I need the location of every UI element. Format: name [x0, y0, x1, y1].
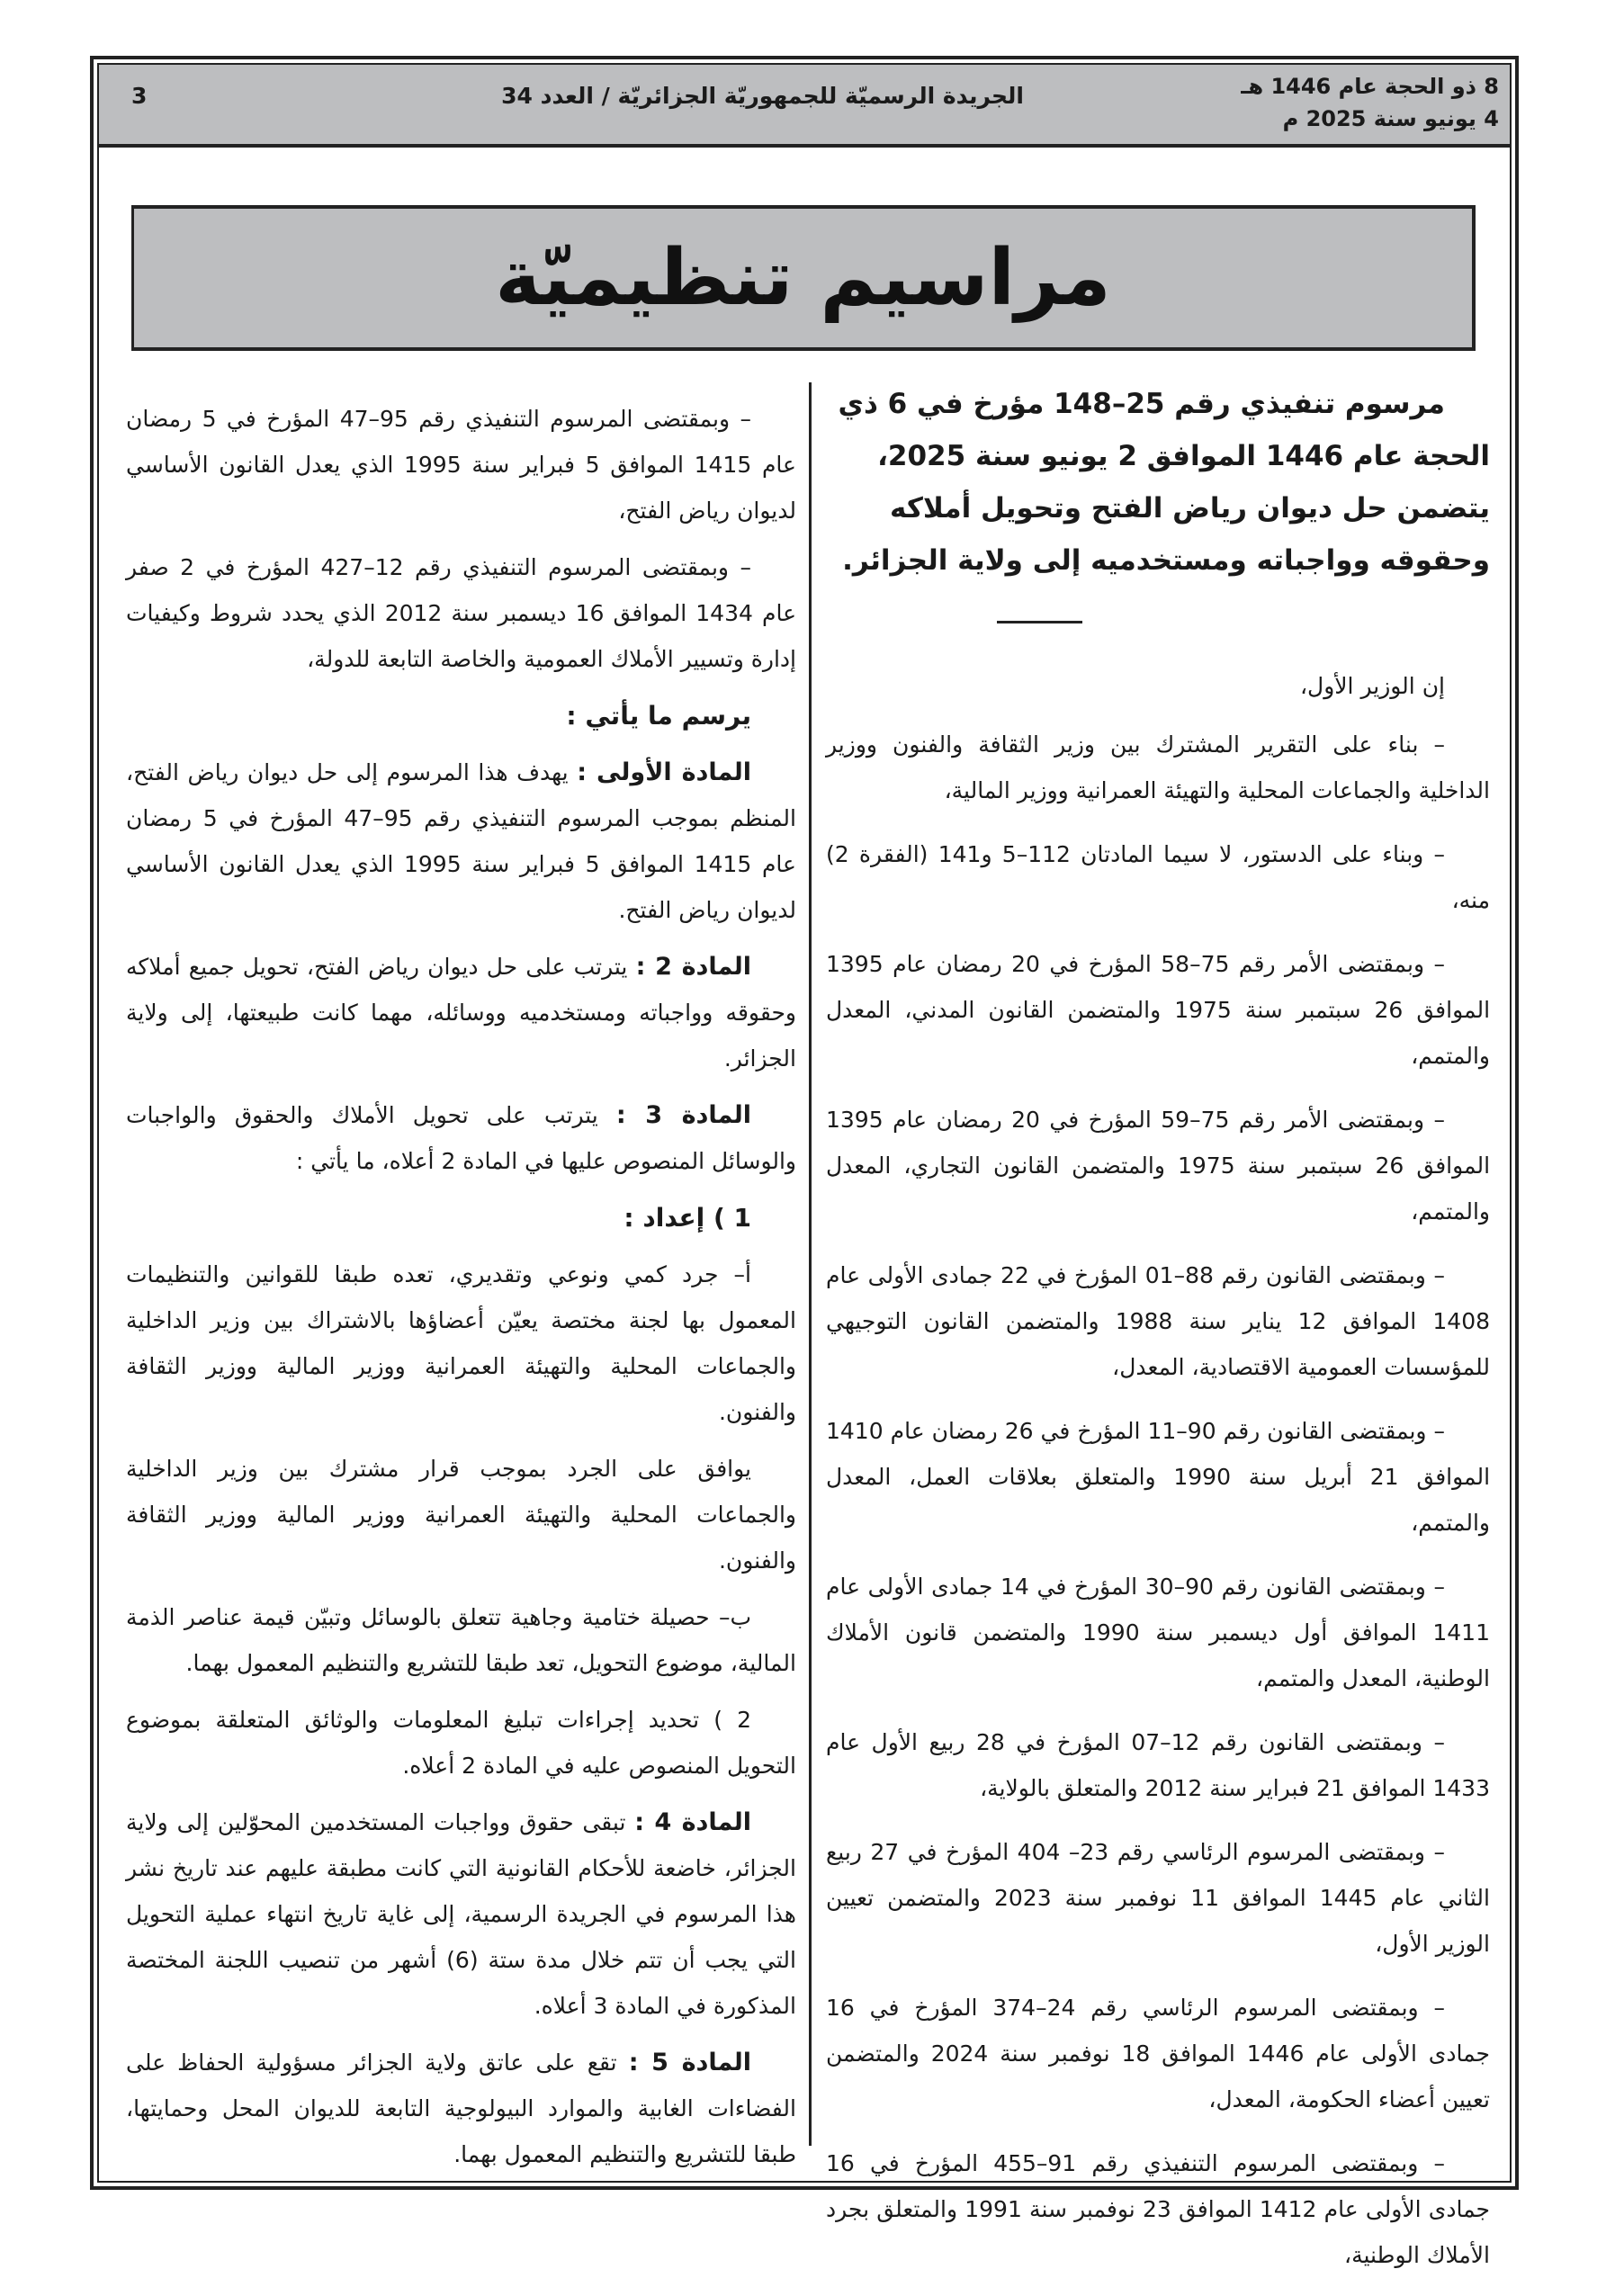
decree-title: مرسوم تنفيذي رقم 25–148 مؤرخ في 6 ذي الحجة عام 1446 الموافق 2 يونيو سنة 2025، يتضمن حل ديوان رياض الفتح وتحويل أملاكه وحقوقه وواجباته ومستخدميه إلى ولاية الجزائر.	[838, 388, 1490, 577]
article-text: تقع على عاتق ولاية الجزائر مسؤولية الحفاظ على الفضاءات الغابية والموارد البيولوجية التابعة للديوان المحل وحمايتها، طبقا للتشريع والتنظيم المعمول بهما.	[126, 2049, 796, 2167]
item-2: 2 ) تحديد إجراءات تبليغ المعلومات والوثائق المتعلقة بموضوع التحويل المنصوص عليه في المادة 2 أعلاه.	[126, 1707, 796, 1779]
visa-paragraph: – وبمقتضى القانون رقم 12–07 المؤرخ في 28 ربيع الأول عام 1433 الموافق 21 فبراير سنة 2012 والمتعلق بالولاية،	[826, 1729, 1490, 1801]
article-2	[126, 944, 796, 1081]
date-hijri: 8 ذو الحجة عام 1446 هـ	[1241, 74, 1499, 99]
article-text: تبقى حقوق وواجبات المستخدمين المحوّلين إلى ولاية الجزائر، خاضعة للأحكام القانونية التي كانت مطبقة عليهم عند تاريخ نشر هذا المرسوم في الجريدة الرسمية، إلى غاية تاريخ انتهاء عملية التحويل التي يجب أن تتم خلال مدة ستة (6) أشهر من تنصيب اللجنة المختصة المذكورة في المادة 3 أعلاه.	[126, 1809, 796, 2019]
article-4	[126, 1799, 796, 2029]
article-lead: المادة الأولى :	[577, 758, 751, 786]
gazette-header	[99, 65, 1510, 148]
visa-paragraph: – وبمقتضى القانون رقم 88–01 المؤرخ في 22 جمادى الأولى عام 1408 الموافق 12 يناير سنة 1988 والمتضمن القانون التوجيهي للمؤسسات العمومية الاقتصادية، المعدل،	[826, 1262, 1491, 1380]
visa-paragraph: – وبمقتضى المرسوم التنفيذي رقم 91–455 المؤرخ في 16 جمادى الأولى عام 1412 الموافق 23 نوفمبر سنة 1991 والمتعلق بجرد الأملاك الوطنية،	[826, 2150, 1490, 2268]
section-title: مراسيم تنظيميّة	[495, 233, 1111, 323]
visa-paragraph: – وبمقتضى المرسوم التنفيذي رقم 12–427 المؤرخ في 2 صفر عام 1434 الموافق 16 ديسمبر سنة 2012 الذي يحدد شروط وكيفيات إدارة وتسيير الأملاك العمومية والخاصة التابعة للدولة،	[126, 554, 796, 672]
visa-paragraph: – وبمقتضى المرسوم الرئاسي رقم 24–374 المؤرخ في 16 جمادى الأولى عام 1446 الموافق 18 نوفمبر سنة 2024 والمتضمن تعيين أعضاء الحكومة، المعدل،	[826, 1995, 1490, 2112]
header-date	[1241, 70, 1499, 135]
section-title-box	[131, 205, 1476, 351]
article-text: يترتب على حل ديوان رياض الفتح، تحويل جميع أملاكه وحقوقه وواجباته ومستخدميه ووسائله، مهما كانت طبيعتها، إلى ولاية الجزائر.	[126, 954, 796, 1072]
page-number: 3	[131, 83, 148, 109]
article-3	[126, 1092, 796, 1184]
article-lead: المادة 5 :	[628, 2049, 752, 2076]
article-text: يترتب على تحويل الأملاك والحقوق والواجبات والوسائل المنصوص عليها في المادة 2 أعلاه، ما يأتي :	[126, 1102, 796, 1174]
visa-paragraph: – بناء على التقرير المشترك بين وزير الثقافة والفنون ووزير الداخلية والجماعات المحلية والتهيئة العمرانية ووزير المالية،	[826, 731, 1490, 803]
article-5	[126, 2040, 796, 2177]
visa-paragraph: – وبمقتضى المرسوم الرئاسي رقم 23– 404 المؤرخ في 27 ربيع الثاني عام 1445 الموافق 11 نوفمبر سنة 2023 والمتضمن تعيين الوزير الأول،	[826, 1839, 1490, 1957]
item-1-a: أ– جرد كمي ونوعي وتقديري، تعده طبقا للقوانين والتنظيمات المعمول بها لجنة مختصة يعيّن أعضاؤها بالاشتراك بين وزير الداخلية والجماعات المحلية والتهيئة العمرانية ووزير المالية ووزير الثقافة والفنون.	[126, 1261, 796, 1425]
article-lead: المادة 3 :	[615, 1101, 751, 1129]
article-text: يهدف هذا المرسوم إلى حل ديوان رياض الفتح، المنظم بموجب المرسوم التنفيذي رقم 95–47 المؤرخ في 5 رمضان عام 1415 الموافق 5 فبراير سنة 1995 الذي يعدل القانون الأساسي لديوان رياض الفتح.	[126, 759, 796, 923]
visa-paragraph: – وبناء على الدستور، لا سيما المادتان 112–5 و141 (الفقرة 2) منه،	[826, 841, 1490, 913]
article-lead: المادة 2 :	[635, 953, 751, 981]
decrees-heading: يرسم ما يأتي :	[566, 701, 751, 731]
visa-paragraph: – وبمقتضى الأمر رقم 75–58 المؤرخ في 20 رمضان عام 1395 الموافق 26 سبتمبر سنة 1975 والمتضمن القانون المدني، المعدل والمتمم،	[826, 951, 1491, 1069]
item-1-b: ب– حصيلة ختامية وجاهية تتعلق بالوسائل وتبيّن قيمة عناصر الذمة المالية، موضوع التحويل، تعد طبقا للتشريع والتنظيم المعمول بهما.	[126, 1604, 796, 1676]
gazette-title: الجريدة الرسميّة للجمهوريّة الجزائريّة / العدد 34	[501, 83, 1024, 109]
right-column	[826, 378, 1490, 2296]
column-divider	[809, 382, 812, 2146]
visa-paragraph: – وبمقتضى القانون رقم 90–30 المؤرخ في 14 جمادى الأولى عام 1411 الموافق أول ديسمبر سنة 1990 والمتضمن قانون الأملاك الوطنية، المعدل والمتمم،	[826, 1574, 1490, 1691]
date-gregorian: 4 يونيو سنة 2025 م	[1282, 106, 1499, 131]
visa-paragraph: – وبمقتضى المرسوم التنفيذي رقم 95–47 المؤرخ في 5 رمضان عام 1415 الموافق 5 فبراير سنة 1995 الذي يعدل القانون الأساسي لديوان رياض الفتح،	[126, 406, 796, 524]
article-1	[126, 749, 796, 933]
title-separator	[997, 621, 1082, 623]
left-column	[126, 396, 796, 2188]
preamble-opening: إن الوزير الأول،	[1299, 673, 1445, 699]
item-1-approval: يوافق على الجرد بموجب قرار مشترك بين وزير الداخلية والجماعات المحلية والتهيئة العمرانية ووزير المالية ووزير الثقافة والفنون.	[126, 1456, 796, 1574]
article-lead: المادة 4 :	[634, 1808, 752, 1836]
visa-paragraph: – وبمقتضى القانون رقم 90–11 المؤرخ في 26 رمضان عام 1410 الموافق 21 أبريل سنة 1990 والمتعلق بعلاقات العمل، المعدل والمتمم،	[826, 1418, 1491, 1536]
item-1-heading: 1 ) إعداد :	[624, 1203, 751, 1233]
visa-paragraph: – وبمقتضى الأمر رقم 75–59 المؤرخ في 20 رمضان عام 1395 الموافق 26 سبتمبر سنة 1975 والمتضمن القانون التجاري، المعدل والمتمم،	[826, 1107, 1491, 1224]
